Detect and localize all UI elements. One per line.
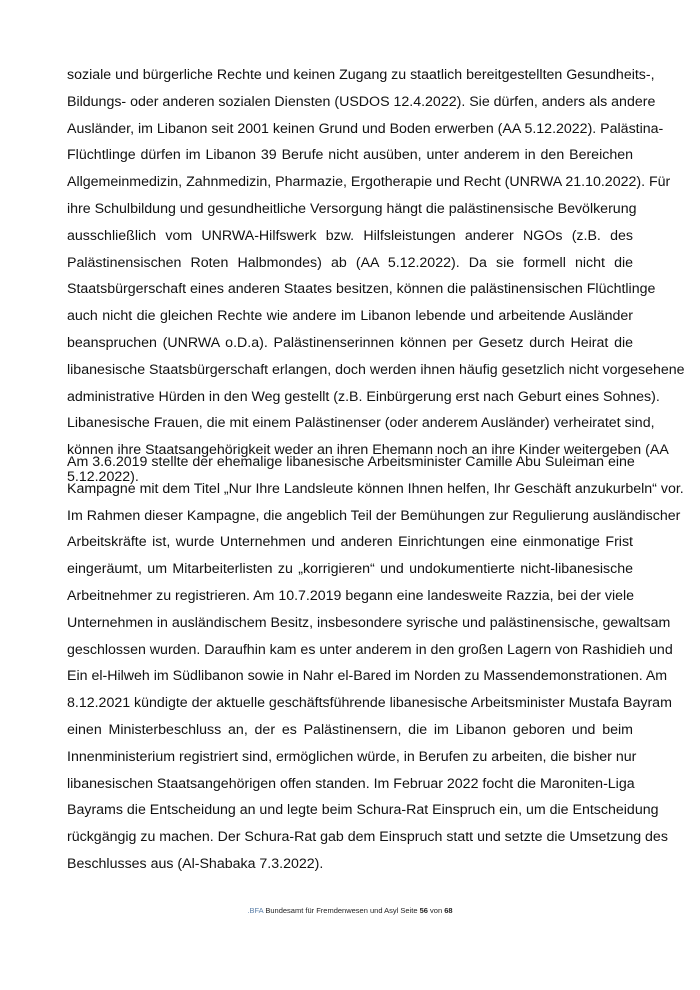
- text-line: auch nicht die gleichen Rechte wie andere im Libanon lebende und arbeitende Ausländer: [67, 308, 633, 325]
- text-line: Am 3.6.2019 stellte der ehemalige libanesische Arbeitsminister Camille Abu Suleiman eine: [67, 454, 635, 470]
- text-line: Kampagne mit dem Titel „Nur Ihre Landsleute können Ihnen helfen, Ihr Geschäft anzukurbeln“ vor.: [67, 480, 684, 497]
- page-footer: [0, 906, 700, 915]
- text-line: 8.12.2021 kündigte der aktuelle geschäftsführende libanesische Arbeitsminister Mustafa Bayram: [67, 695, 672, 712]
- text-line: beanspruchen (UNRWA o.D.a). Palästinenserinnen können per Gesetz durch Heirat die: [67, 334, 633, 351]
- text-line: ihre Schulbildung und gesundheitliche Versorgung hängt die palästinensische Bevölkerung: [67, 200, 637, 217]
- text-line: Arbeitskräfte ist, wurde Unternehmen und anderen Einrichtungen eine einmonatige Frist: [67, 534, 633, 551]
- text-line: rückgängig zu machen. Der Schura-Rat gab dem Einspruch statt und setzte die Umsetzung des: [67, 829, 668, 846]
- text-line: Ausländer, im Libanon seit 2001 keinen Grund und Boden erwerben (AA 5.12.2022). Palästina-: [67, 120, 664, 137]
- text-line: Im Rahmen dieser Kampagne, die angeblich Teil der Bemühungen zur Regulierung ausländischer: [67, 507, 681, 524]
- text-line: können ihre Staatsangehörigkeit weder an ihren Ehemann noch an ihre Kinder weitergeben (AA: [67, 442, 669, 459]
- footer-text: Bundesamt für Fremdenwesen und Asyl Seite: [265, 906, 418, 915]
- footer-of: von: [430, 906, 443, 915]
- text-line: Allgemeinmedizin, Zahnmedizin, Pharmazie, Ergotherapie und Recht (UNRWA 21.10.2022). Für: [67, 174, 671, 191]
- text-line: Ein el-Hilweh im Südlibanon sowie in Nahr el-Bared im Norden zu Massendemonstrationen. Am: [67, 668, 668, 685]
- paragraph-1: [67, 62, 685, 491]
- text-line: libanesische Staatsbürgerschaft erlangen, doch werden ihnen häufig gesetzlich nicht vorgesehene: [67, 361, 685, 378]
- text-line: Bayrams die Entscheidung an und legte beim Schura-Rat Einspruch ein, um die Entscheidung: [67, 802, 659, 819]
- page-number: 56: [419, 906, 428, 915]
- text-line: Staatsbürgerschaft eines anderen Staates besitzen, können die palästinensischen Flüchtlinge: [67, 281, 656, 298]
- text-line: Arbeitnehmer zu registrieren. Am 10.7.2019 begann eine landesweite Razzia, bei der viele: [67, 587, 635, 604]
- page-total: 68: [444, 906, 453, 915]
- paragraph-2: [67, 449, 684, 878]
- text-line: soziale und bürgerliche Rechte und keinen Zugang zu staatlich bereitgestellten Gesundheits-,: [67, 67, 655, 83]
- text-line: eingeräumt, um Mitarbeiterlisten zu „korrigieren“ und undokumentierte nicht-libanesische: [67, 561, 633, 578]
- text-line: einen Ministerbeschluss an, der es Palästinensern, die im Libanon geboren und beim: [67, 721, 633, 738]
- text-line: ausschließlich vom UNRWA-Hilfswerk bzw. Hilfsleistungen anderer NGOs (z.B. des: [67, 227, 633, 244]
- text-line: 5.12.2022).: [67, 468, 139, 485]
- text-line: Unternehmen in ausländischem Besitz, insbesondere syrische und palästinensische, gewaltsam: [67, 614, 671, 631]
- text-line: Palästinensischen Roten Halbmondes) ab (AA 5.12.2022). Da sie formell nicht die: [67, 254, 633, 271]
- text-line: Libanesische Frauen, die mit einem Palästinenser (oder anderem Ausländer) verheiratet sind,: [67, 415, 655, 432]
- text-line: Innenministerium registriert sind, ermöglichen würde, in Berufen zu arbeiten, die bisher nur: [67, 748, 637, 765]
- text-line: Beschlusses aus (Al-Shabaka 7.3.2022).: [67, 855, 324, 872]
- bfa-logo: .BFA: [247, 906, 264, 915]
- text-line: Bildungs- oder anderen sozialen Diensten (USDOS 12.4.2022). Sie dürfen, anders als andere: [67, 93, 656, 110]
- text-line: administrative Hürden in den Weg gestellt (z.B. Einbürgerung erst nach Geburt eines Sohnes).: [67, 388, 660, 405]
- text-line: libanesischen Staatsangehörigen offen standen. Im Februar 2022 focht die Maroniten-Liga: [67, 775, 635, 792]
- text-line: geschlossen wurden. Daraufhin kam es unter anderem in den großen Lagern von Rashidieh und: [67, 641, 673, 658]
- text-line: Flüchtlinge dürfen im Libanon 39 Berufe nicht ausüben, unter anderem in den Bereichen: [67, 147, 633, 164]
